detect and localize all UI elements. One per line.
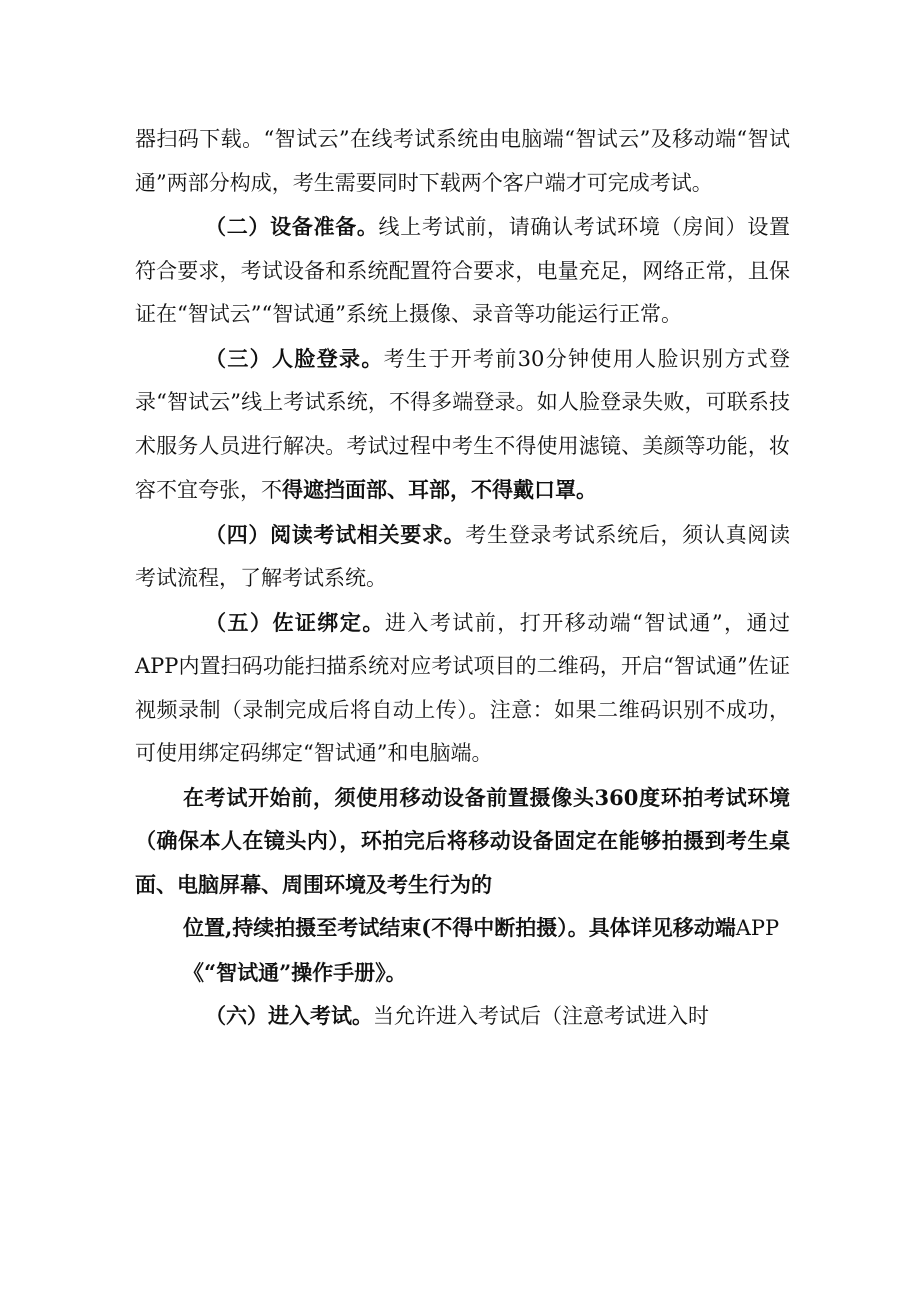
read-requirements-text: 考生登录考试系统后，须认真阅读考试流程，了解考试系统。 (135, 522, 791, 590)
face-login-bold-tail: 得遮挡面部、耳部，不得戴口罩。 (282, 477, 597, 502)
evidence-binding-paragraph (135, 601, 790, 776)
face-login-text: 考生于开考前30分钟使用人脸识别方式登录“智试云”线上考试系统，不得多端登录。如人脸登录失败，可联系技术服务人员进行解决。考试过程中考生不得使用滤镜、美颜等功能，妆容不宜夸张，不 (135, 346, 790, 502)
environment-scan-paragraph (135, 776, 790, 995)
document-body (135, 118, 790, 1039)
environment-scan-line2-bold: 位置,持续拍摄至考试结束(不得中断拍摄）。具体详见移动端 (183, 915, 736, 940)
enter-exam-text: 当允许进入考试后（注意考试进入时 (373, 1004, 709, 1028)
face-login-paragraph (135, 337, 790, 513)
evidence-binding-heading: （五）佐证绑定。 (205, 609, 385, 635)
device-prep-paragraph (135, 205, 790, 337)
enter-exam-heading: （六）进入考试。 (205, 1003, 373, 1028)
environment-scan-line1: 在考试开始前，须使用移动设备前置摄像头360度环拍考试环境（确保本人在镜头内），环拍完后将移动设备固定在能够拍摄到考生桌面、电脑屏幕、周围环境及考生行为的 (135, 784, 790, 897)
environment-scan-line2-app: APP (735, 916, 780, 940)
environment-scan-line2 (135, 906, 790, 951)
intro-paragraph (135, 118, 790, 205)
evidence-binding-text: 进入考试前，打开移动端“智试通”，通过APP内置扫码功能扫描系统对应考试项目的二维码，开启“智试通”佐证视频录制（录制完成后将自动上传）。注意：如果二维码识别不成功，可使用绑定码绑定“智试通”和电脑端。 (135, 610, 790, 765)
intro-text: 器扫码下载。“智试云”在线考试系统由电脑端“智试云”及移动端“智试通”两部分构成，考生需要同时下载两个客户端才可完成考试。 (135, 127, 790, 195)
face-login-heading: （三）人脸登录。 (205, 345, 384, 371)
device-prep-text: 线上考试前，请确认考试环境（房间）设置符合要求，考试设备和系统配置符合要求，电量充足，网络正常，且保证在“智试云”“智试通”系统上摄像、录音等功能运行正常。 (135, 215, 791, 326)
environment-scan-line3: 《“智试通”操作手册》。 (183, 959, 407, 985)
device-prep-heading: （二）设备准备。 (205, 214, 379, 239)
enter-exam-paragraph (135, 994, 790, 1039)
read-requirements-heading: （四）阅读考试相关要求。 (205, 521, 466, 547)
read-requirements-paragraph (135, 513, 790, 601)
